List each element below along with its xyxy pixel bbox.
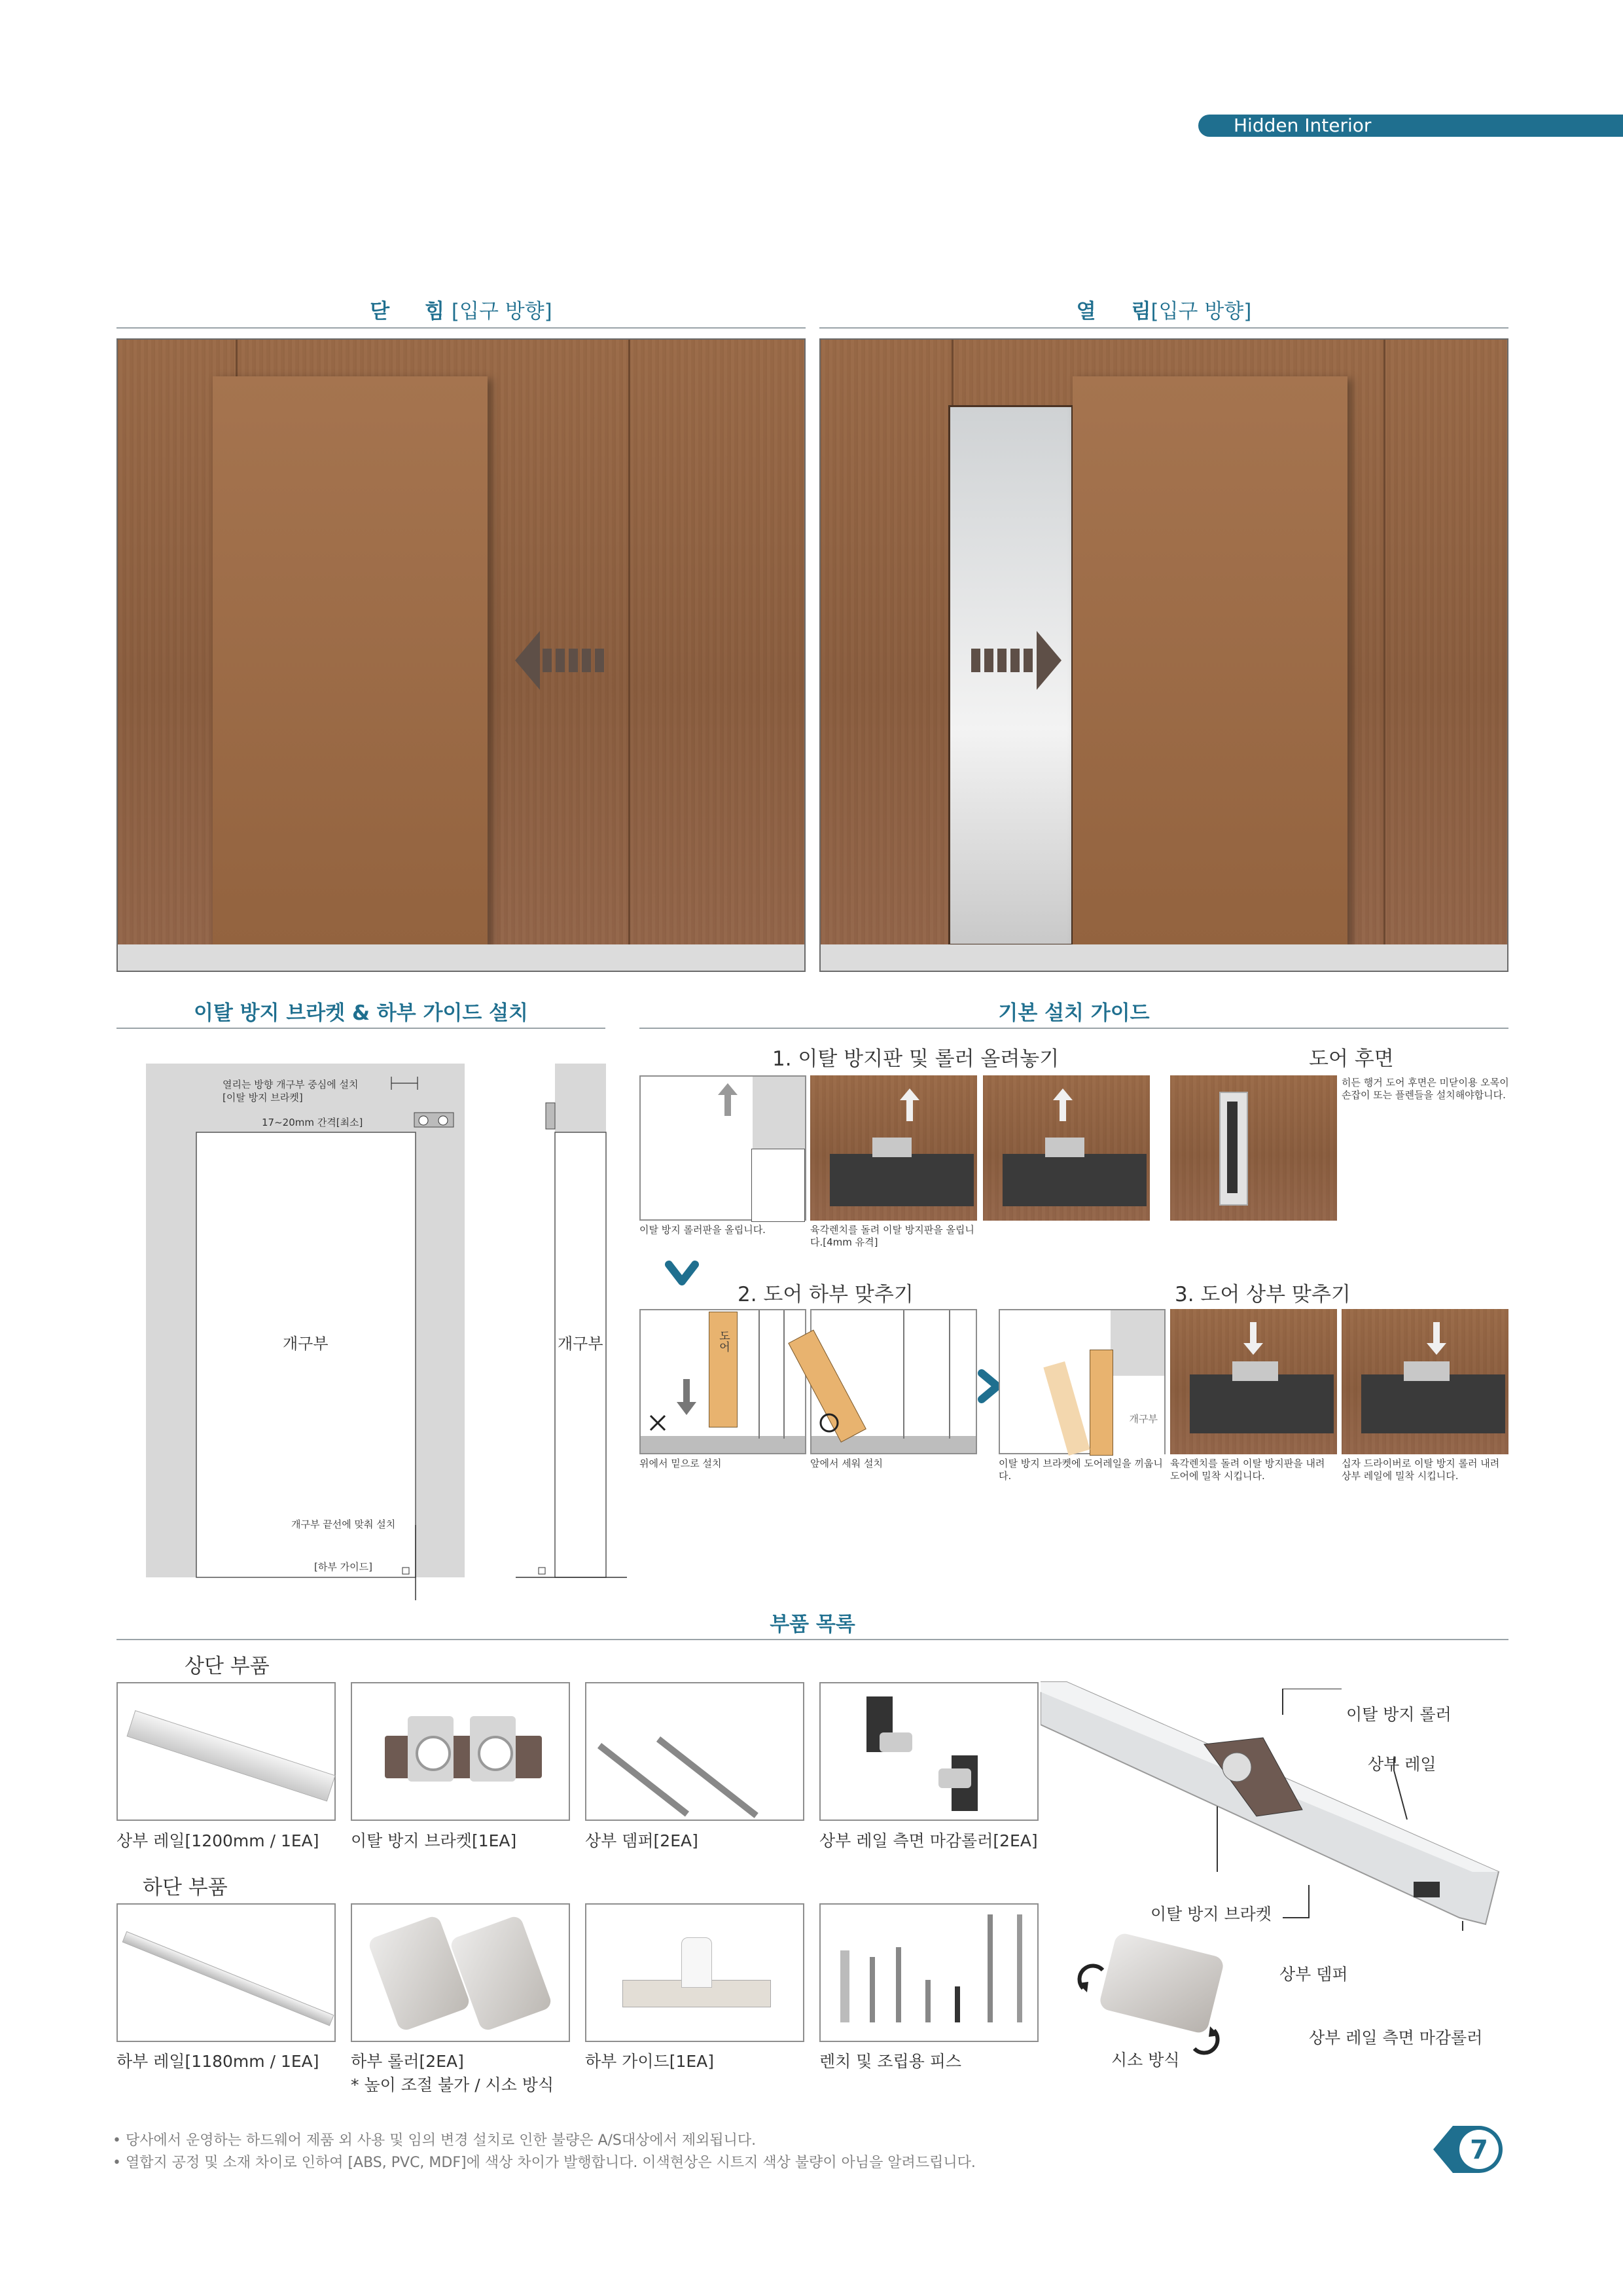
closed-title-a: 닫 — [370, 300, 390, 323]
bracket-install-title: 이탈 방지 브라켓 & 하부 가이드 설치 — [193, 1001, 529, 1025]
circle-mark-icon — [818, 1412, 840, 1434]
callout-roller: 이탈 방지 롤러 — [1346, 1705, 1452, 1724]
door-back-note: 히든 행거 도어 후면은 미닫이용 오목이 손잡이 또는 플렌들을 설치해야합니다. — [1342, 1077, 1509, 1101]
caption-1a: 이탈 방지 롤러판을 올립니다. — [639, 1224, 766, 1236]
opening-label-c: 개구부 — [1129, 1413, 1158, 1425]
part-lower-rail — [116, 1903, 336, 2042]
divider — [116, 1639, 1508, 1640]
part-wrench-screws — [819, 1903, 1039, 2042]
part-lower-guide — [585, 1903, 804, 2042]
step2-diagram-b — [810, 1309, 977, 1454]
step2-title: 2. 도어 하부 맞추기 — [738, 1283, 914, 1306]
seesaw-label: 시소 방식 — [1111, 2051, 1180, 2070]
step3-photo-b — [1342, 1309, 1508, 1454]
divider — [116, 1028, 605, 1029]
door-label: 도어 — [717, 1330, 730, 1352]
opening-label-b: 개구부 — [558, 1335, 603, 1353]
closed-door-photo — [116, 338, 806, 972]
door-leaf — [1073, 376, 1347, 946]
caption-3b: 십자 드라이버로 이탈 방지 롤러 내려 상부 레일에 밀착 시킵니다. — [1342, 1458, 1500, 1482]
arrow-down-icon — [677, 1379, 696, 1415]
door-leaf — [213, 376, 488, 946]
arrow-up-icon — [1053, 1088, 1073, 1121]
open-title — [819, 295, 1508, 324]
arrow-down-icon — [1427, 1322, 1446, 1355]
install-guide-title: 기본 설치 가이드 — [998, 1001, 1150, 1025]
label-center: 열리는 방향 개구부 중심에 설치 — [223, 1079, 359, 1090]
caption-3a: 육각렌치를 돌려 이탈 방지판을 내려 도어에 밀착 시킵니다. — [1170, 1458, 1325, 1482]
callout-end-roller: 상부 레일 측면 마감롤러 — [1309, 2028, 1483, 2047]
part-label-bracket: 이탈 방지 브라켓[1EA] — [351, 1831, 517, 1850]
caption-2b: 앞에서 세워 설치 — [810, 1458, 883, 1469]
step2-diagram-a — [639, 1309, 806, 1454]
part-label-wrench: 렌치 및 조립용 피스 — [819, 2052, 962, 2071]
rotate-icon — [1077, 1964, 1109, 1996]
closed-title — [116, 295, 806, 324]
divider — [819, 327, 1508, 329]
part-label-upper-rail: 상부 레일[1200mm / 1EA] — [116, 1831, 319, 1850]
rotate-icon — [1188, 2022, 1221, 2055]
door-back-photo — [1170, 1075, 1337, 1221]
callout-lines — [1191, 1689, 1518, 2055]
part-note-lower-roller: * 높이 조절 불가 / 시소 방식 — [351, 2075, 554, 2094]
arrow-right-icon — [971, 631, 1076, 690]
caption-1b: 육각렌치를 돌려 이탈 방지판을 올립니다.[4mm 유격] — [810, 1224, 974, 1248]
door-back-title: 도어 후면 — [1309, 1047, 1394, 1071]
arrow-down-icon — [662, 1257, 702, 1293]
step3-title: 3. 도어 상부 맞추기 — [1175, 1283, 1351, 1306]
part-bracket — [351, 1682, 570, 1821]
arrow-left-icon — [515, 631, 620, 690]
closed-title-b: 힘 — [425, 300, 445, 323]
part-label-damper: 상부 뎀퍼[2EA] — [585, 1831, 698, 1850]
lower-parts-heading: 하단 부품 — [143, 1876, 228, 1899]
arrow-up-icon — [718, 1083, 738, 1116]
footnote-1: • 당사에서 운영하는 하드웨어 제품 외 사용 및 임의 변경 설치로 인한 불량은 A/S대상에서 제외됩니다. — [113, 2132, 757, 2149]
divider — [116, 327, 806, 329]
divider — [639, 1028, 1508, 1029]
caption-2a: 위에서 밑으로 설치 — [639, 1458, 722, 1469]
step1-photo-b — [983, 1075, 1150, 1221]
part-label-end-roller: 상부 레일 측면 마감롤러[2EA] — [819, 1831, 1038, 1850]
callout-bracket: 이탈 방지 브라켓 — [1150, 1905, 1272, 1924]
arrow-down-icon — [1243, 1322, 1263, 1355]
label-center-bracket: [이탈 방지 브라켓] — [223, 1092, 303, 1103]
open-door-photo — [819, 338, 1508, 972]
footnote-2: • 열합지 공정 및 소재 차이로 인하여 [ABS, PVC, MDF]에 색상 차이가 발행합니다. 이색현상은 시트지 색상 불량이 아님을 알려드립니다. — [113, 2155, 976, 2171]
step1-diagram — [639, 1075, 806, 1221]
part-end-roller — [819, 1682, 1039, 1821]
label-guide: [하부 가이드] — [314, 1561, 372, 1573]
caption-2c: 이탈 방지 브라켓에 도어레일을 끼웁니다. — [999, 1458, 1163, 1482]
closed-title-suffix: [입구 방향] — [451, 300, 552, 323]
upper-parts-heading: 상단 부품 — [185, 1655, 270, 1678]
part-lower-roller — [351, 1903, 570, 2042]
opening-label-a: 개구부 — [283, 1335, 329, 1353]
part-label-lower-roller: 하부 롤러[2EA] — [351, 2052, 464, 2071]
part-upper-rail — [116, 1682, 336, 1821]
step3-photo-a — [1170, 1309, 1337, 1454]
arrow-up-icon — [900, 1088, 919, 1121]
part-label-lower-guide: 하부 가이드[1EA] — [585, 2052, 715, 2071]
part-label-lower-rail: 하부 레일[1180mm / 1EA] — [116, 2052, 319, 2071]
open-title-b: 림 — [1131, 300, 1151, 323]
step1-title: 1. 이탈 방지판 및 롤러 올려놓기 — [772, 1047, 1060, 1071]
brand-tag: Hidden Interior — [1198, 115, 1623, 137]
label-end: 개구부 끝선에 맞춰 설치 — [291, 1518, 396, 1530]
parts-title: 부품 목록 — [770, 1613, 855, 1636]
step1-photo-a — [810, 1075, 977, 1221]
step2-diagram-c — [999, 1309, 1166, 1454]
part-damper — [585, 1682, 804, 1821]
x-mark-icon — [649, 1414, 667, 1432]
page-number: 7 — [1470, 2135, 1488, 2165]
callout-rail: 상부 레일 — [1368, 1755, 1436, 1774]
label-gap: 17~20mm 간격[최소] — [262, 1117, 363, 1128]
open-title-suffix: [입구 방향] — [1150, 300, 1252, 323]
open-title-a: 열 — [1076, 300, 1096, 323]
callout-damper: 상부 뎀퍼 — [1279, 1965, 1348, 1984]
